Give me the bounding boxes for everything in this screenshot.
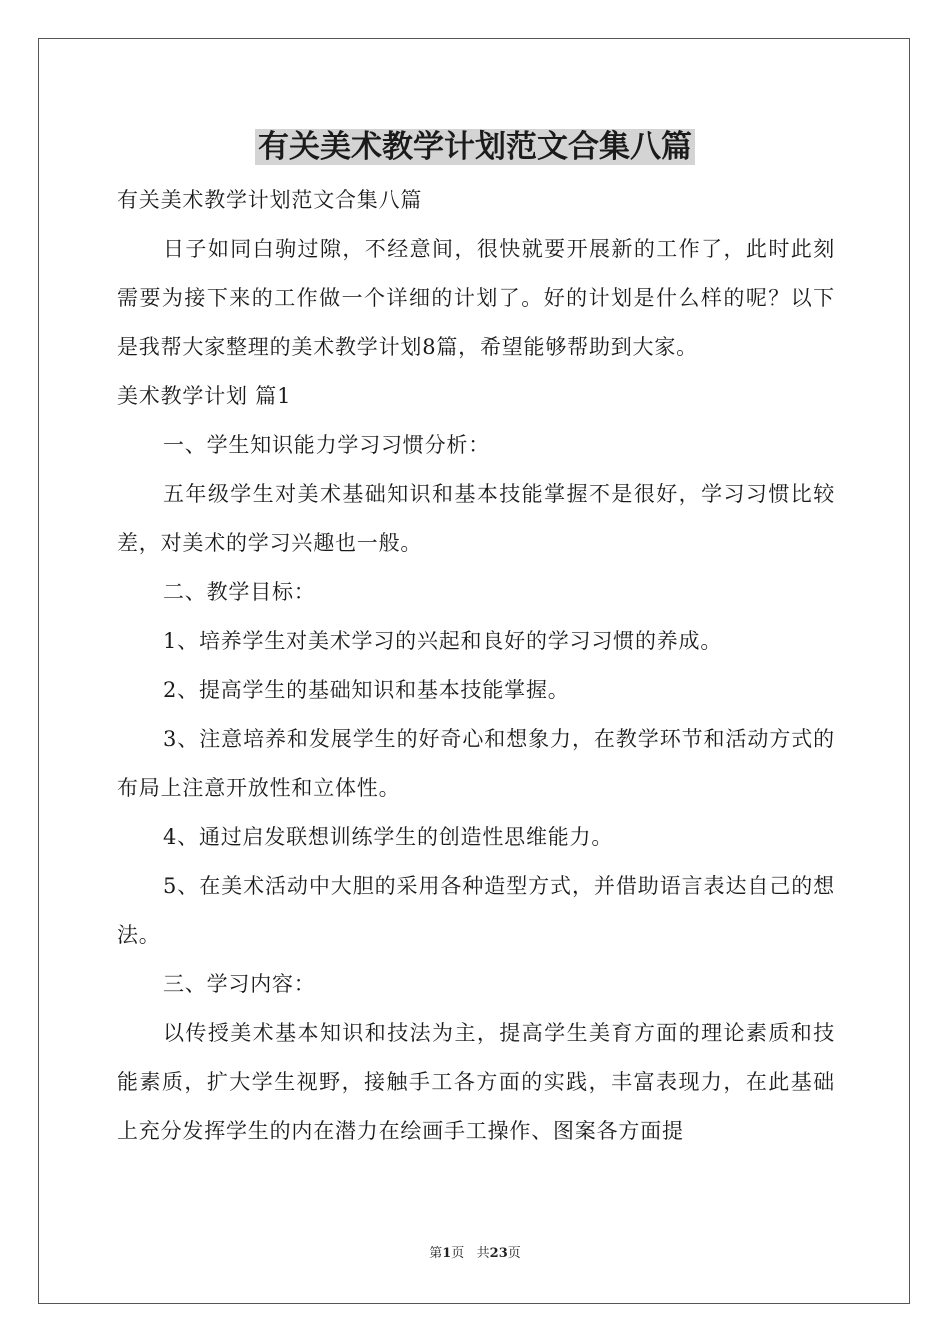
section-heading-plan-1: 美术教学计划 篇1 bbox=[117, 384, 292, 408]
paragraph-intro: 日子如同白驹过隙，不经意间，很快就要开展新的工作了，此时此刻需要为接下来的工作做一个详细的计划了。好的计划是什么样的呢？以下是我帮大家整理的美术教学计划8篇，希望能够帮助到大家。 bbox=[117, 237, 835, 359]
heading-content: 三、学习内容： bbox=[163, 972, 316, 996]
paragraph-content: 以传授美术基本知识和技法为主，提高学生美育方面的理论素质和技能素质，扩大学生视野，接触手工各方面的实践，丰富表现力，在此基础上充分发挥学生的内在潜力在绘画手工操作、图案各方面提 bbox=[117, 1021, 835, 1143]
document-title bbox=[0, 124, 950, 170]
document-title-text: 有关美术教学计划范文合集八篇 bbox=[255, 129, 695, 165]
goal-item-2: 2、提高学生的基础知识和基本技能掌握。 bbox=[163, 678, 570, 702]
paragraph-analysis: 五年级学生对美术基础知识和基本技能掌握不是很好，学习习惯比较差，对美术的学习兴趣也一般。 bbox=[117, 482, 835, 555]
footer-page-mid: 页 共 bbox=[451, 1246, 490, 1261]
goal-item-1: 1、培养学生对美术学习的兴起和良好的学习习惯的养成。 bbox=[163, 629, 723, 653]
goal-item-4: 4、通过启发联想训练学生的创造性思维能力。 bbox=[163, 825, 614, 849]
footer-page-total: 23 bbox=[489, 1246, 508, 1261]
footer-page-suffix: 页 bbox=[507, 1246, 521, 1261]
heading-analysis: 一、学生知识能力学习习惯分析： bbox=[163, 433, 490, 457]
goal-item-5: 5、在美术活动中大胆的采用各种造型方式，并借助语言表达自己的想法。 bbox=[117, 874, 835, 947]
footer-page-current: 1 bbox=[442, 1246, 452, 1261]
goal-item-3: 3、注意培养和发展学生的好奇心和想象力，在教学环节和活动方式的布局上注意开放性和立体性。 bbox=[117, 727, 835, 800]
footer-page-prefix: 第 bbox=[429, 1246, 443, 1261]
document-body bbox=[117, 176, 835, 1156]
heading-goals: 二、教学目标： bbox=[163, 580, 316, 604]
page-footer bbox=[0, 1245, 950, 1263]
document-subtitle: 有关美术教学计划范文合集八篇 bbox=[117, 188, 423, 212]
